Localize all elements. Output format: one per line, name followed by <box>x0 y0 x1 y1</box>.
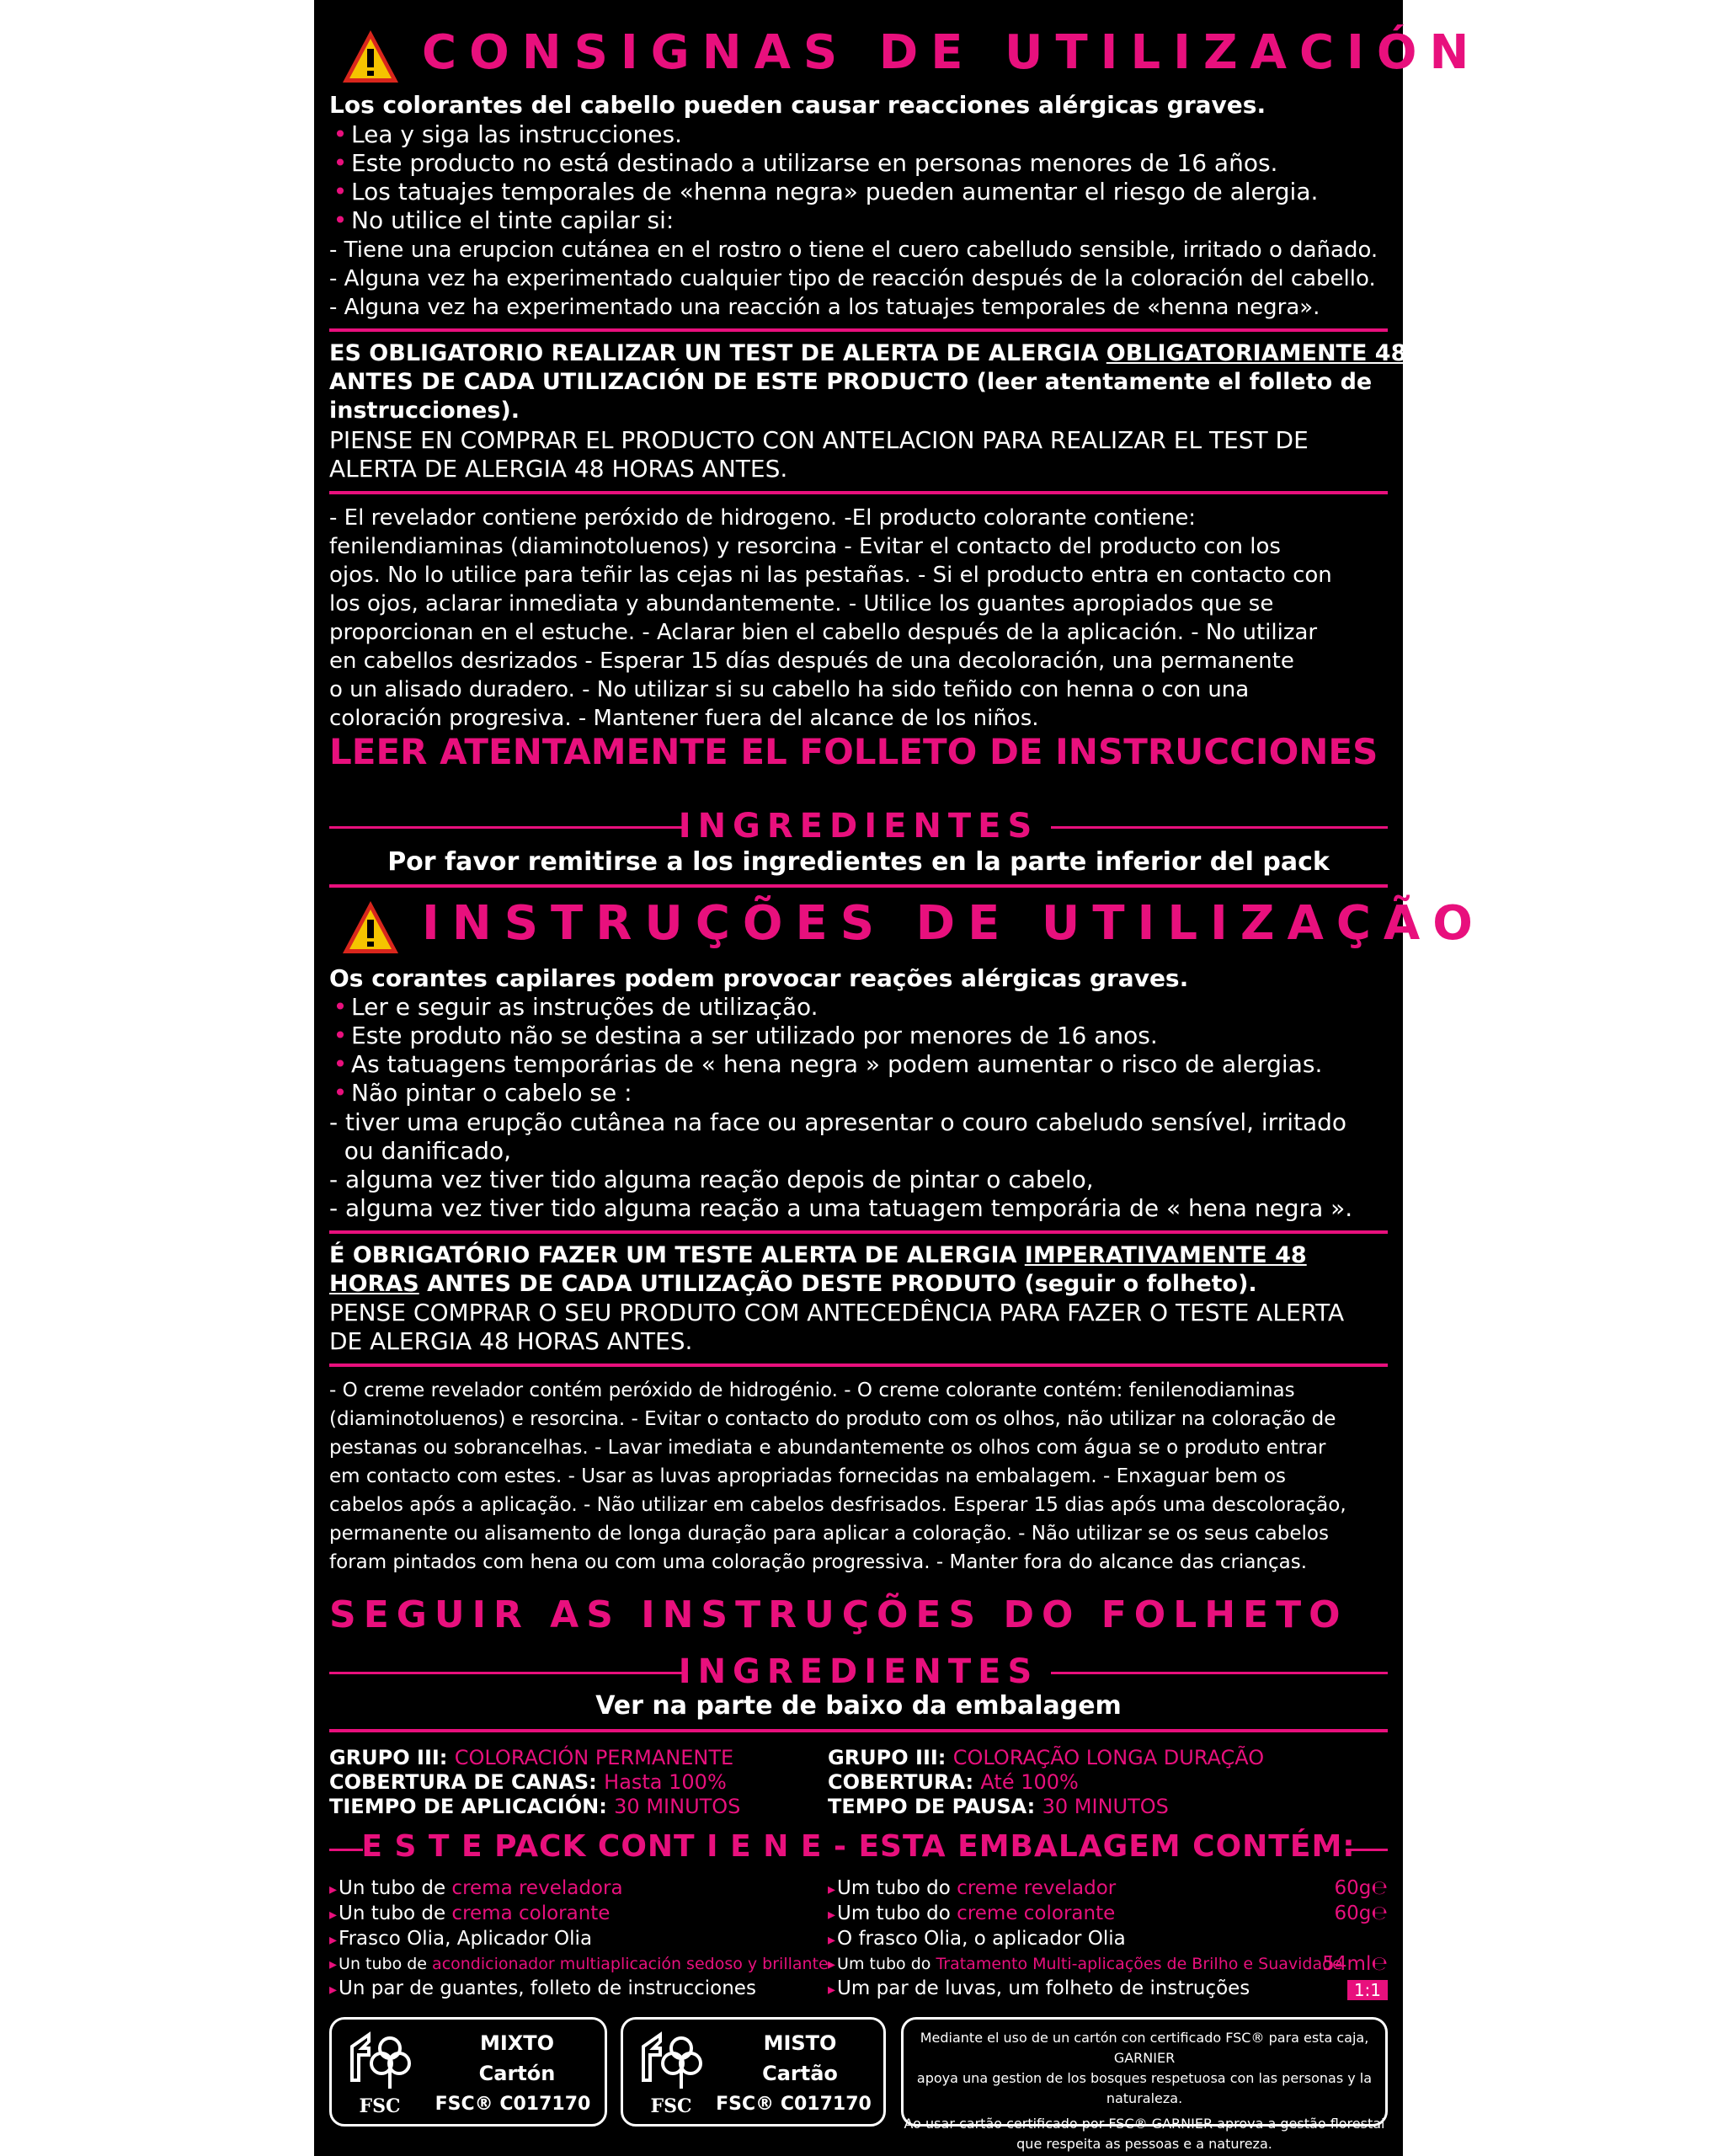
es-advice: ALERTA DE ALERGIA 48 HORAS ANTES. <box>329 455 788 483</box>
pt-dash-line: - alguma vez tiver tido alguma reação depois de pintar o cabelo, <box>329 1166 1094 1193</box>
es-pack-list <box>329 1876 829 2002</box>
pt-advice: DE ALERGIA 48 HORAS ANTES. <box>329 1327 693 1355</box>
pt-specs <box>828 1746 1264 1819</box>
pt-bullet: • Não pintar o cabelo se : <box>333 1079 632 1107</box>
pt-bullet: • Este produto não se destina a ser utilizado por menores de 16 anos. <box>333 1022 1158 1049</box>
fsc-code: FSC® C017170 <box>716 2094 872 2115</box>
pt-ingredients-title: INGREDIENTES <box>678 1652 1039 1691</box>
es-heading <box>329 25 1482 96</box>
list-item: ▸ Un tubo de acondicionador multiaplicación sedoso y brillante <box>329 1955 829 1973</box>
es-bullet: • Lea y siga las instrucciones. <box>333 120 682 148</box>
es-title: CONSIGNAS DE UTILIZACIÓN <box>422 25 1482 80</box>
divider <box>329 491 1388 494</box>
pt-advice: PENSE COMPRAR O SEU PRODUTO COM ANTECEDÊNCIA PARA FAZER O TESTE ALERTA <box>329 1299 1345 1326</box>
pt-body-line: (diaminotoluenos) e resorcina. - Evitar o contacto do produto com os olhos, não utilizar na coloração de <box>329 1408 1336 1430</box>
leaflet-panel <box>314 0 1485 2156</box>
es-warning-lead: Los colorantes del cabello pueden causar reacciones alérgicas graves. <box>329 91 1266 119</box>
spec-row: COBERTURA: Até 100% <box>828 1770 1079 1794</box>
fsc-mix: MISTO <box>763 2031 837 2055</box>
es-body-line: o un alisado duradero. - No utilizar si su cabello ha sido teñido con henna o con una <box>329 677 1250 702</box>
fsc-material: Cartão <box>762 2062 838 2085</box>
es-mandatory: ES OBLIGATORIO REALIZAR UN TEST DE ALERTA DE ALERGIA OBLIGATORIAMENTE 48H <box>329 340 1426 366</box>
pt-body-line: permanente ou alisamento de longa duração para aplicar a coloração. - Não utilizar se os seus cabelos <box>329 1523 1329 1545</box>
spec-row: GRUPO III: COLORACIÓN PERMANENTE <box>329 1746 734 1769</box>
es-mandatory: ANTES DE CADA UTILIZACIÓN DE ESTE PRODUCTO (leer atentamente el folleto de <box>329 369 1373 395</box>
pt-body-line: - O creme revelador contém peróxido de hidrogénio. - O creme colorante contém: fenilenodiaminas <box>329 1380 1295 1401</box>
fsc-note-line: Mediante el uso de un cartón con certificado FSC® para esta caja, GARNIER <box>920 2030 1369 2066</box>
pt-ingredients-note: Ver na parte de baixo da embalagem <box>595 1691 1122 1721</box>
pt-dash-line: - alguma vez tiver tido alguma reação a uma tatuagem temporária de « hena negra ». <box>329 1194 1353 1222</box>
es-read-leaflet: LEER ATENTAMENTE EL FOLLETO DE INSTRUCCIONES <box>329 731 1378 772</box>
pt-ingredients-heading <box>329 1652 1388 1691</box>
es-dash-line: - Tiene una erupcion cutánea en el rostro o tiene el cuero cabelludo sensible, irritado o dañado. <box>329 237 1378 263</box>
fsc-label-pt <box>621 2017 886 2127</box>
list-item: ▸Frasco Olia, Aplicador Olia <box>329 1928 593 1950</box>
es-dash-line: - Alguna vez ha experimentado una reacción a los tatuajes temporales de «henna negra». <box>329 295 1320 320</box>
fsc-note-line: que respeita as pessoas e a natureza. <box>1016 2136 1272 2152</box>
es-specs <box>329 1746 740 1819</box>
fsc-logo-text: FSC <box>359 2095 401 2117</box>
es-body-line: - El revelador contiene peróxido de hidrogeno. -El producto colorante contiene: <box>329 505 1197 531</box>
pt-mandatory: É OBRIGATÓRIO FAZER UM TESTE ALERTA DE ALERGIA IMPERATIVAMENTE 48 <box>329 1242 1307 1268</box>
es-ingredients-title: INGREDIENTES <box>678 807 1039 846</box>
pt-body-line: cabelos após a aplicação. - Não utilizar em cabelos desfrisados. Esperar 15 dias após uma descoloração, <box>329 1494 1346 1516</box>
fsc-material: Cartón <box>478 2062 556 2085</box>
divider <box>329 1729 1388 1732</box>
warning-triangle-icon <box>341 29 400 84</box>
pt-dash-line: ou danificado, <box>329 1137 512 1165</box>
list-item: ▸Un par de guantes, folleto de instrucciones <box>329 1977 756 1999</box>
divider <box>329 884 1388 888</box>
fsc-label-es <box>329 2017 607 2127</box>
spec-row: GRUPO III: COLORAÇÃO LONGA DURAÇÃO <box>828 1746 1265 1769</box>
fsc-code: FSC® C017170 <box>435 2094 591 2115</box>
list-item: ▸Um tubo do creme revelador 60g℮ <box>828 1877 1388 1899</box>
es-advice: PIENSE EN COMPRAR EL PRODUCTO CON ANTELACION PARA REALIZAR EL TEST DE <box>329 426 1309 454</box>
es-mandatory: instrucciones). <box>329 398 520 424</box>
list-item: ▸ Um tubo do Tratamento Multi-aplicações de Brilho e Suavidade 54ml℮ <box>828 1953 1388 1975</box>
list-item: ▸Un tubo de crema reveladora <box>329 1877 623 1899</box>
fsc-tree-icon <box>635 2030 711 2097</box>
spec-row: TIEMPO DE APLICACIÓN: 30 MINUTOS <box>329 1795 741 1818</box>
pt-pack-list <box>828 1876 1388 2002</box>
pt-body-line: foram pintados com hena ou com uma coloração progressiva. - Manter fora do alcance das crianças. <box>329 1551 1308 1573</box>
pt-follow-leaflet: SEGUIR AS INSTRUÇÕES DO FOLHETO <box>329 1593 1348 1636</box>
es-body-line: los ojos, aclarar inmediata y abundantemente. - Utilice los guantes apropiados que se <box>329 591 1274 616</box>
pack-heading <box>329 1829 1388 1866</box>
es-bullet: • Los tatuajes temporales de «henna negra» pueden aumentar el riesgo de alergia. <box>333 178 1319 205</box>
es-ingredients-heading <box>329 807 1388 846</box>
pt-dash-line: - tiver uma erupção cutânea na face ou apresentar o couro cabeludo sensível, irritado <box>329 1108 1347 1136</box>
list-item: ▸O frasco Olia, o aplicador Olia <box>828 1928 1126 1950</box>
es-body-line: fenilendiaminas (diaminotoluenos) y resorcina - Evitar el contacto del producto con los <box>329 534 1281 559</box>
fsc-note <box>901 2017 1388 2152</box>
es-body-line: proporcionan en el estuche. - Aclarar bien el cabello después de la aplicación. - No utilizar <box>329 620 1318 645</box>
divider <box>329 1364 1388 1367</box>
fsc-note-line: apoya una gestion de los bosques respetuosa con las personas y la naturaleza. <box>916 2070 1373 2106</box>
pt-body-line: em contacto com estes. - Usar as luvas apropriadas fornecidas na embalagem. - Enxaguar bem os <box>329 1465 1286 1487</box>
es-body-line: en cabellos desrizados - Esperar 15 días después de una decoloración, una permanente <box>329 648 1294 674</box>
es-ingredients-note: Por favor remitirse a los ingredientes en la parte inferior del pack <box>387 847 1330 877</box>
spec-row: COBERTURA DE CANAS: Hasta 100% <box>329 1770 727 1794</box>
es-bullet: • No utilice el tinte capilar si: <box>333 206 675 234</box>
pt-warning-lead: Os corantes capilares podem provocar reações alérgicas graves. <box>329 964 1189 992</box>
pt-bullet: • As tatuagens temporárias de « hena negra » podem aumentar o risco de alergias. <box>333 1050 1323 1078</box>
fsc-mix: MIXTO <box>479 2031 555 2055</box>
es-bullet: • Este producto no está destinado a utilizarse en personas menores de 16 años. <box>333 149 1278 177</box>
list-item: ▸Un tubo de crema colorante <box>329 1903 611 1924</box>
pt-heading <box>329 896 1485 967</box>
warning-triangle-icon <box>341 899 400 955</box>
pack-title: E S T E PACK CONT I E N E - ESTA EMBALAGEM CONTÉM: <box>361 1829 1356 1864</box>
pt-title: INSTRUÇÕES DE UTILIZAÇÃO <box>422 896 1485 951</box>
fsc-note-line: Ao usar cartão certificado por FSC® GARNIER aprova a gestão florestal <box>904 2116 1385 2132</box>
pt-bullet: • Ler e seguir as instruções de utilização. <box>333 993 819 1021</box>
es-dash-line: - Alguna vez ha experimentado cualquier tipo de reacción después de la coloración del cabello. <box>329 266 1376 291</box>
es-body-line: ojos. No lo utilice para teñir las cejas ni las pestañas. - Si el producto entra en contacto con <box>329 563 1332 588</box>
pt-mandatory: HORAS ANTES DE CADA UTILIZAÇÃO DESTE PRODUTO (seguir o folheto). <box>329 1271 1257 1297</box>
spec-row: TEMPO DE PAUSA: 30 MINUTOS <box>828 1795 1169 1818</box>
divider <box>329 1230 1388 1234</box>
fsc-tree-icon <box>344 2030 419 2097</box>
pt-body-line: pestanas ou sobrancelhas. - Lavar imediata e abundantemente os olhos com água se o produto entrar <box>329 1437 1326 1459</box>
list-item: ▸Um tubo do creme colorante 60g℮ <box>828 1903 1388 1924</box>
list-item: ▸Um par de luvas, um folheto de instruções 1:1 <box>828 1977 1388 2002</box>
fsc-logo-text: FSC <box>650 2095 692 2117</box>
es-body-line: coloración progresiva. - Mantener fuera del alcance de los niños. <box>329 706 1039 731</box>
divider <box>329 328 1388 332</box>
